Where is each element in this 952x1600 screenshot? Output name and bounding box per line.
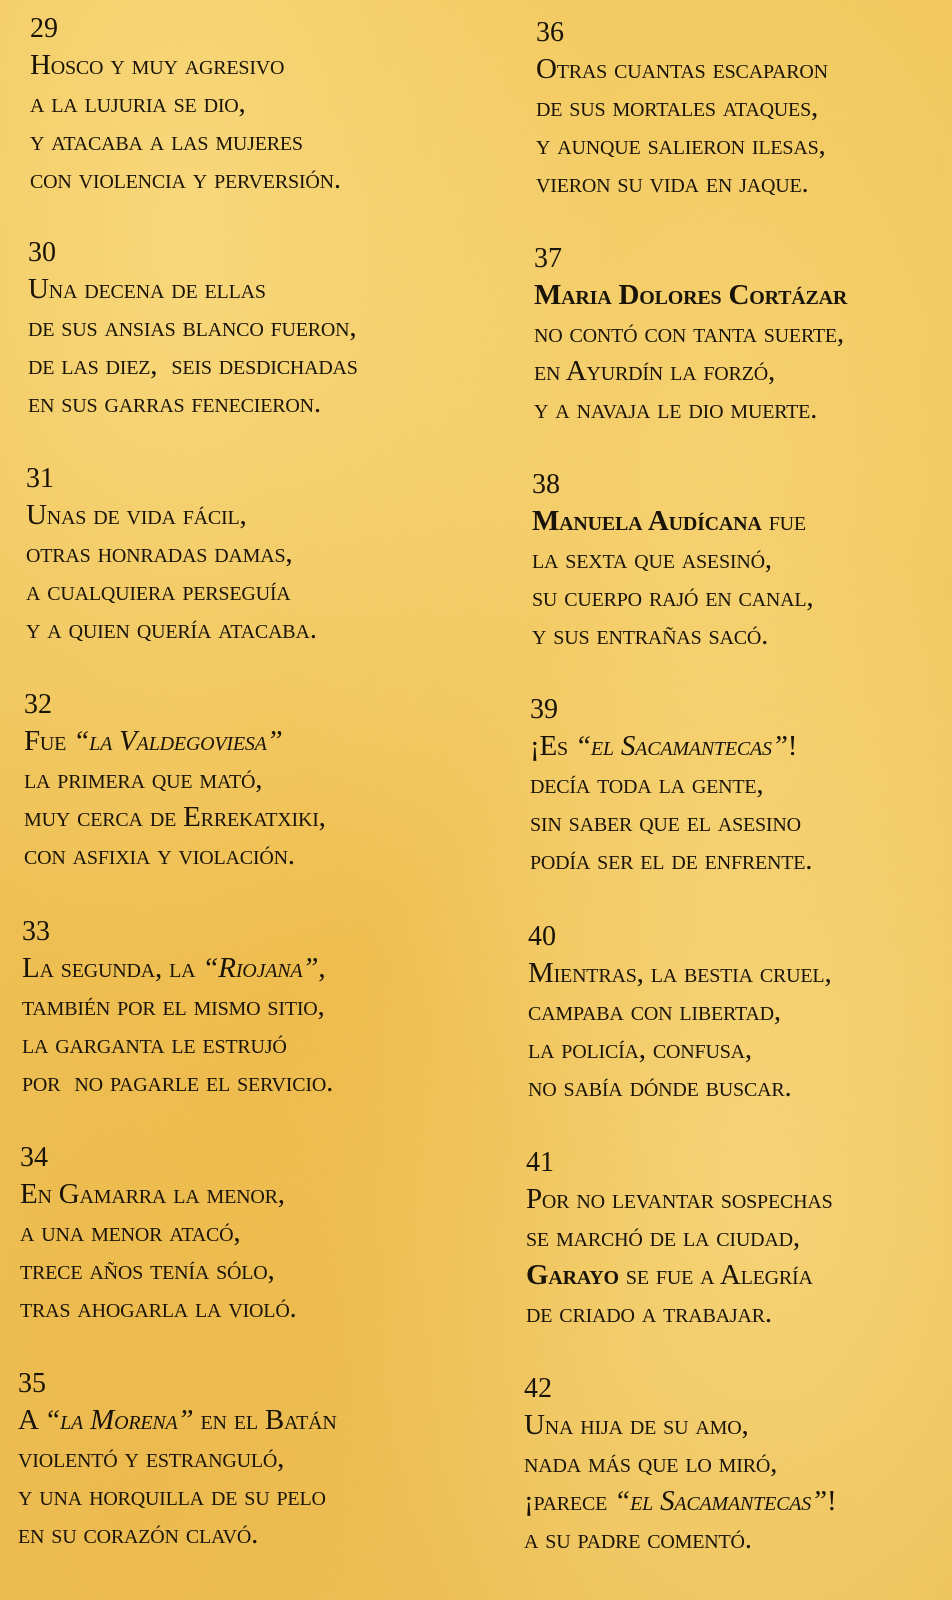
verse-text: Hosco y muy agresivo bbox=[30, 49, 285, 81]
stanza-30 bbox=[28, 238, 358, 422]
verse-line bbox=[24, 722, 326, 760]
verse-line bbox=[530, 727, 812, 765]
verse-line bbox=[524, 1520, 836, 1558]
verse-line bbox=[20, 1251, 297, 1289]
verse-text: Mientras, la bestia cruel, bbox=[528, 957, 832, 989]
nickname-italic: “la Valdegoviesa” bbox=[73, 725, 283, 757]
name-bold: Garayo bbox=[526, 1259, 619, 1291]
stanza-32 bbox=[24, 690, 326, 874]
verse-line bbox=[536, 50, 828, 88]
stanza-number: 33 bbox=[22, 916, 50, 947]
verse-text: no sabía dónde buscar. bbox=[528, 1071, 792, 1103]
verse-text: en Ayurdín la forzó, bbox=[534, 355, 776, 387]
verse-line bbox=[532, 540, 813, 578]
verse-line bbox=[26, 534, 317, 572]
verse-text: Fue bbox=[24, 725, 74, 757]
stanza-number: 37 bbox=[534, 243, 562, 274]
verse-text: ! bbox=[827, 1485, 837, 1517]
stanza-38 bbox=[532, 470, 813, 654]
verse-line bbox=[28, 270, 358, 308]
verse-line bbox=[20, 1213, 297, 1251]
verse-text: ¡Es bbox=[530, 730, 575, 762]
verse-text: nada más que lo miró, bbox=[524, 1447, 778, 1479]
verse-text: fue bbox=[761, 505, 806, 537]
verse-text: en su corazón clavó. bbox=[18, 1518, 259, 1550]
verse-text: de criado a trabajar. bbox=[526, 1297, 772, 1329]
stanza-41 bbox=[526, 1148, 833, 1332]
verse-line bbox=[524, 1482, 836, 1520]
stanza-number: 31 bbox=[26, 463, 54, 494]
verse-line bbox=[24, 836, 326, 874]
verse-line bbox=[26, 496, 317, 534]
stanza-42 bbox=[524, 1374, 836, 1558]
name-bold: Manuela Audícana bbox=[532, 505, 762, 537]
stanza-number: 29 bbox=[30, 13, 58, 44]
stanza-number: 39 bbox=[530, 694, 558, 725]
verse-line bbox=[534, 352, 847, 390]
verse-text: de las diez, seis desdichadas bbox=[28, 349, 358, 381]
verse-text: de sus ansias blanco fueron, bbox=[28, 311, 357, 343]
verse-text: a la lujuria se dio, bbox=[30, 87, 246, 119]
verse-line bbox=[20, 1175, 297, 1213]
name-bold: Maria Dolores Cortázar bbox=[534, 279, 848, 311]
verse-line bbox=[526, 1294, 833, 1332]
verse-text: Otras cuantas escaparon bbox=[536, 53, 828, 85]
verse-line bbox=[26, 572, 317, 610]
verse-text: la policía, confusa, bbox=[528, 1033, 752, 1065]
verse-text: tras ahogarla la violó. bbox=[20, 1292, 297, 1324]
verse-line bbox=[24, 760, 326, 798]
verse-text: La segunda, la bbox=[22, 952, 203, 984]
stanza-number: 40 bbox=[528, 921, 556, 952]
verse-text: en sus garras fenecieron. bbox=[28, 387, 321, 419]
verse-text: A bbox=[18, 1404, 45, 1436]
nickname-italic: “Riojana” bbox=[202, 952, 319, 984]
verse-line bbox=[526, 1256, 833, 1294]
verse-line bbox=[534, 276, 847, 314]
verse-line bbox=[22, 1025, 333, 1063]
verse-text: otras honradas damas, bbox=[26, 537, 293, 569]
verse-text: su cuerpo rajó en canal, bbox=[532, 581, 814, 613]
nickname-italic: “el Sacamantecas” bbox=[574, 730, 788, 762]
verse-line bbox=[30, 160, 341, 198]
verse-line bbox=[28, 384, 358, 422]
verse-line bbox=[524, 1444, 836, 1482]
verse-text: En Gamarra la menor, bbox=[20, 1178, 285, 1210]
verse-line bbox=[536, 126, 828, 164]
verse-text: con violencia y perversión. bbox=[30, 163, 341, 195]
verse-line bbox=[528, 992, 832, 1030]
verse-text: de sus mortales ataques, bbox=[536, 91, 819, 123]
stanza-number: 30 bbox=[28, 237, 56, 268]
verse-text: con asfixia y violación. bbox=[24, 839, 295, 871]
verse-line bbox=[26, 610, 317, 648]
verse-text: no contó con tanta suerte, bbox=[534, 317, 844, 349]
verse-text: en el Batán bbox=[193, 1404, 337, 1436]
verse-line bbox=[536, 88, 828, 126]
verse-line bbox=[28, 346, 358, 384]
verse-line bbox=[530, 765, 812, 803]
verse-text: la primera que mató, bbox=[24, 763, 263, 795]
verse-text: sin saber que el asesino bbox=[530, 806, 801, 838]
verse-line bbox=[536, 164, 828, 202]
stanza-33 bbox=[22, 917, 333, 1101]
stanza-number: 35 bbox=[18, 1368, 46, 1399]
verse-line bbox=[18, 1401, 337, 1439]
verse-text: se marchó de la ciudad, bbox=[526, 1221, 800, 1253]
verse-line bbox=[30, 122, 341, 160]
verse-text: violentó y estranguló, bbox=[18, 1442, 285, 1474]
verse-text: y a quien quería atacaba. bbox=[26, 613, 317, 645]
stanza-number: 32 bbox=[24, 689, 52, 720]
verse-text: también por el mismo sitio, bbox=[22, 990, 325, 1022]
verse-line bbox=[534, 390, 847, 428]
verse-line bbox=[530, 803, 812, 841]
stanza-34 bbox=[20, 1143, 297, 1327]
verse-text: y sus entrañas sacó. bbox=[532, 619, 769, 651]
verse-text: a cualquiera perseguía bbox=[26, 575, 291, 607]
verse-line bbox=[18, 1477, 337, 1515]
stanza-number: 41 bbox=[526, 1147, 554, 1178]
stanza-39 bbox=[530, 695, 812, 879]
stanza-35 bbox=[18, 1369, 337, 1553]
verse-text: a su padre comentó. bbox=[524, 1523, 752, 1555]
nickname-italic: “el Sacamantecas” bbox=[614, 1485, 827, 1517]
verse-line bbox=[22, 1063, 333, 1101]
verse-text: ¡parece bbox=[524, 1485, 615, 1517]
verse-line bbox=[28, 308, 358, 346]
verse-line bbox=[534, 314, 847, 352]
verse-text: , bbox=[318, 952, 326, 984]
verse-text: y a navaja le dio muerte. bbox=[534, 393, 818, 425]
verse-line bbox=[532, 502, 813, 540]
verse-line bbox=[532, 578, 813, 616]
verse-line bbox=[528, 1030, 832, 1068]
verse-text: Una hija de su amo, bbox=[524, 1409, 749, 1441]
verse-line bbox=[528, 954, 832, 992]
verse-line bbox=[18, 1439, 337, 1477]
stanza-36 bbox=[536, 18, 828, 202]
verse-line bbox=[530, 841, 812, 879]
verse-text: muy cerca de Errekatxiki, bbox=[24, 801, 326, 833]
verse-line bbox=[30, 84, 341, 122]
stanza-number: 36 bbox=[536, 17, 564, 48]
verse-text: podía ser el de enfrente. bbox=[530, 844, 813, 876]
stanza-40 bbox=[528, 922, 832, 1106]
verse-line bbox=[18, 1515, 337, 1553]
verse-line bbox=[20, 1289, 297, 1327]
verse-text: a una menor atacó, bbox=[20, 1216, 241, 1248]
verse-text: Por no levantar sospechas bbox=[526, 1183, 833, 1215]
verse-text: por no pagarle el servicio. bbox=[22, 1066, 334, 1098]
stanza-37 bbox=[534, 244, 847, 428]
stanza-29 bbox=[30, 14, 341, 198]
nickname-italic: “la Morena” bbox=[44, 1404, 194, 1436]
verse-line bbox=[22, 949, 333, 987]
verse-text: y atacaba a las mujeres bbox=[30, 125, 303, 157]
verse-line bbox=[526, 1218, 833, 1256]
verse-text: decía toda la gente, bbox=[530, 768, 764, 800]
verse-line bbox=[22, 987, 333, 1025]
verse-line bbox=[30, 46, 341, 84]
verse-line bbox=[532, 616, 813, 654]
verse-text: y una horquilla de su pelo bbox=[18, 1480, 326, 1512]
verse-text: ! bbox=[787, 730, 798, 762]
verse-line bbox=[528, 1068, 832, 1106]
stanza-number: 34 bbox=[20, 1142, 48, 1173]
verse-text: Una decena de ellas bbox=[28, 273, 266, 305]
verse-text: y aunque salieron ilesas, bbox=[536, 129, 826, 161]
verse-line bbox=[526, 1180, 833, 1218]
verse-line bbox=[24, 798, 326, 836]
verse-text: campaba con libertad, bbox=[528, 995, 781, 1027]
verse-text: trece años tenía sólo, bbox=[20, 1254, 275, 1286]
verse-line bbox=[524, 1406, 836, 1444]
stanza-number: 38 bbox=[532, 469, 560, 500]
stanza-31 bbox=[26, 464, 317, 648]
stanza-number: 42 bbox=[524, 1373, 552, 1404]
verse-text: la sexta que asesinó, bbox=[532, 543, 772, 575]
verse-text: se fue a Alegría bbox=[618, 1259, 813, 1291]
verse-text: Unas de vida fácil, bbox=[26, 499, 247, 531]
verse-text: vieron su vida en jaque. bbox=[536, 167, 809, 199]
verse-text: la garganta le estrujó bbox=[22, 1028, 287, 1060]
